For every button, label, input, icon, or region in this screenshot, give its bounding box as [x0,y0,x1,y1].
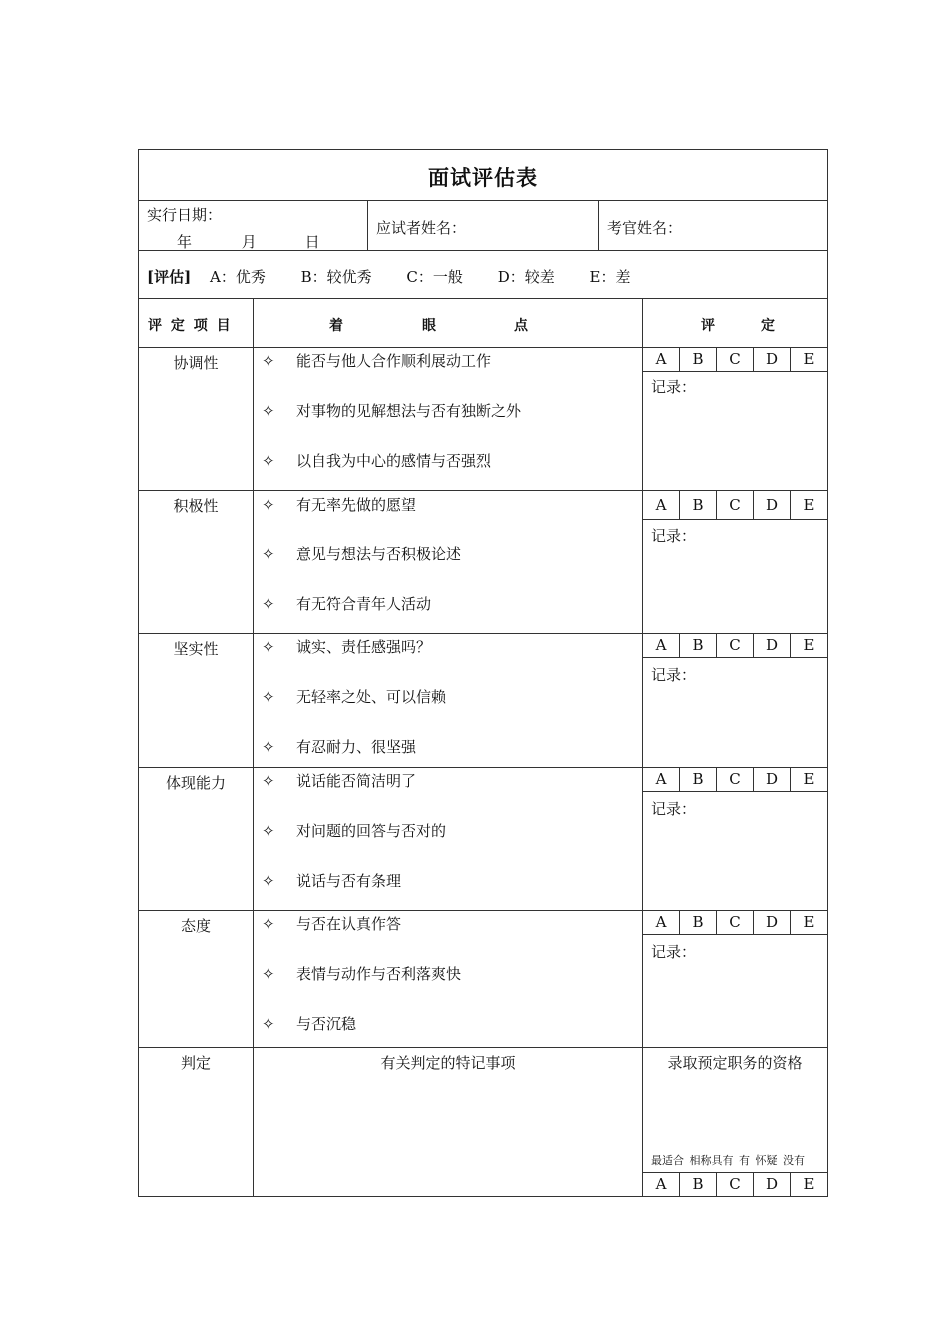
grade-e[interactable]: E [803,913,815,931]
grade-b[interactable]: B [680,768,717,791]
focus-point [262,870,401,891]
header-rating-cell [643,299,827,347]
date-cell [139,201,368,250]
grade-b[interactable]: B [680,911,717,934]
focus-point-text: 有忍耐力、很坚强 [296,738,417,756]
grade-selector [643,768,827,792]
focus-point [262,963,461,984]
focus-points-cell [254,768,643,910]
diamond-bullet-icon: ✧ [262,352,275,370]
focus-points-cell [254,491,643,633]
grade-c[interactable]: C [717,634,754,657]
grade-a[interactable]: A [643,768,680,791]
focus-point-text: 有无符合青年人活动 [296,595,432,613]
grade-d[interactable]: D [754,491,791,519]
grade-b[interactable]: B [680,491,717,519]
grade-selector [643,348,827,372]
legend-option-e: E：差 [589,268,631,286]
focus-point-text: 能否与他人合作顺利展动工作 [296,352,492,370]
grade-b[interactable]: B [680,348,717,371]
grade-c[interactable]: C [717,348,754,371]
record-label: 记录： [651,378,697,396]
category-name-cell [139,634,254,767]
grade-c[interactable]: C [717,768,754,791]
focus-point [262,494,416,515]
focus-point-text: 说话与否有条理 [296,872,402,890]
grade-e[interactable]: E [803,770,815,788]
grade-d[interactable]: D [754,348,791,371]
legend-option-c: C：一般 [406,268,463,286]
grade-c[interactable]: C [717,1173,754,1196]
focus-point [262,736,416,757]
legend-tag: [评估] [147,268,192,286]
focus-point-text: 对事物的见解想法与否有独断之外 [296,402,522,420]
focus-point-text: 与否在认真作答 [296,915,402,933]
grade-e[interactable]: E [803,636,815,654]
grade-selector [643,491,827,520]
focus-point-text: 对问题的回答与否对的 [296,822,447,840]
grade-e[interactable]: E [803,350,815,368]
focus-point [262,350,491,371]
grade-a[interactable]: A [643,634,680,657]
category-name-cell [139,911,254,1047]
category-row-cooperation [139,348,827,491]
legend-option-d: D：较差 [497,268,555,286]
judgement-label: 判定 [180,1054,211,1072]
focus-point [262,820,446,841]
examiner-label: 考官姓名： [607,219,683,237]
focus-points-cell [254,911,643,1047]
legend-row [139,251,827,299]
focus-point [262,636,431,657]
header-rating-1: 评 [701,318,715,334]
header-rating-2: 定 [761,318,775,334]
date-day: 日 [304,233,320,251]
focus-points-cell [254,348,643,490]
candidate-cell[interactable] [368,201,599,250]
candidate-label: 应试者姓名： [376,219,467,237]
diamond-bullet-icon: ✧ [262,688,275,706]
diamond-bullet-icon: ✧ [262,402,275,420]
header-row [139,299,827,348]
diamond-bullet-icon: ✧ [262,915,275,933]
diamond-bullet-icon: ✧ [262,545,275,563]
category-row-initiative [139,491,827,634]
grade-selector [643,911,827,935]
category-name-cell [139,348,254,490]
diamond-bullet-icon: ✧ [262,638,275,656]
category-name: 协调性 [173,354,219,372]
title-row [139,150,827,201]
form-title: 面试评估表 [428,166,538,190]
diamond-bullet-icon: ✧ [262,738,275,756]
qualification-title: 录取预定职务的资格 [667,1054,803,1072]
focus-point [262,913,401,934]
category-name: 态度 [180,917,211,935]
judgement-notes-title: 有关判定的特记事项 [380,1054,516,1072]
diamond-bullet-icon: ✧ [262,452,275,470]
focus-point-text: 有无率先做的愿望 [296,496,417,514]
diamond-bullet-icon: ✧ [262,1015,275,1033]
grade-selector [643,634,827,658]
header-focus-3: 点 [514,318,528,334]
category-row-expression [139,768,827,911]
grade-c[interactable]: C [717,491,754,519]
grade-d[interactable]: D [754,768,791,791]
category-name-cell [139,491,254,633]
date-year: 年 [177,233,193,251]
diamond-bullet-icon: ✧ [262,872,275,890]
focus-points-cell [254,634,643,767]
focus-point-text: 表情与动作与否利落爽快 [296,965,462,983]
grade-d[interactable]: D [754,1173,791,1196]
focus-point-text: 无轻率之处、可以信赖 [296,688,447,706]
date-month: 月 [241,233,257,251]
info-row [139,201,827,251]
grade-a[interactable]: A [643,348,680,371]
category-name: 积极性 [173,497,219,515]
header-focus-cell [254,299,643,347]
judgement-notes-cell[interactable] [254,1048,643,1196]
focus-point-text: 与否沉稳 [296,1015,357,1033]
header-item-cell [139,299,254,347]
focus-point-text: 以自我为中心的感情与否强烈 [296,452,492,470]
qualification-grade-selector [643,1172,827,1196]
record-label: 记录： [651,527,697,545]
focus-point [262,1013,356,1034]
grade-b[interactable]: B [680,1173,717,1196]
focus-point-text: 诚实、责任感强吗？ [296,638,432,656]
date-label: 实行日期： [147,206,223,224]
diamond-bullet-icon: ✧ [262,772,275,790]
category-row-attitude [139,911,827,1048]
focus-point-text: 意见与想法与否积极论述 [296,545,462,563]
legend-option-b: B：较优秀 [300,268,372,286]
grade-a[interactable]: A [643,491,680,519]
judgement-row [139,1048,827,1196]
category-row-steadiness [139,634,827,768]
record-label: 记录： [651,800,697,818]
grade-a[interactable]: A [643,1173,680,1196]
date-parts [177,231,320,252]
diamond-bullet-icon: ✧ [262,822,275,840]
record-label: 记录： [651,943,697,961]
focus-point [262,593,431,614]
grade-d[interactable]: D [754,634,791,657]
diamond-bullet-icon: ✧ [262,595,275,613]
diamond-bullet-icon: ✧ [262,496,275,514]
interview-evaluation-form [138,149,828,1197]
focus-point [262,543,461,564]
grade-b[interactable]: B [680,634,717,657]
diamond-bullet-icon: ✧ [262,965,275,983]
evaluation-legend [147,266,630,287]
qualification-levels: 最适合 相称具有 有 怀疑 没有 [651,1154,805,1167]
record-label: 记录： [651,666,697,684]
focus-point [262,400,521,421]
grade-e[interactable]: E [803,496,815,514]
header-focus-2: 眼 [422,318,436,334]
examiner-cell[interactable] [599,201,827,250]
grade-e[interactable]: E [803,1175,815,1193]
focus-point [262,770,416,791]
focus-point [262,686,446,707]
focus-point [262,450,491,471]
category-name: 坚实性 [173,640,219,658]
category-name: 体现能力 [165,774,226,792]
category-name-cell [139,768,254,910]
header-focus-1: 着 [329,318,343,334]
focus-point-text: 说话能否简洁明了 [296,772,417,790]
header-item: 评 定 项 目 [148,318,231,334]
grade-d[interactable]: D [754,911,791,934]
judgement-label-cell [139,1048,254,1196]
legend-option-a: A：优秀 [209,268,266,286]
grade-c[interactable]: C [717,911,754,934]
grade-a[interactable]: A [643,911,680,934]
